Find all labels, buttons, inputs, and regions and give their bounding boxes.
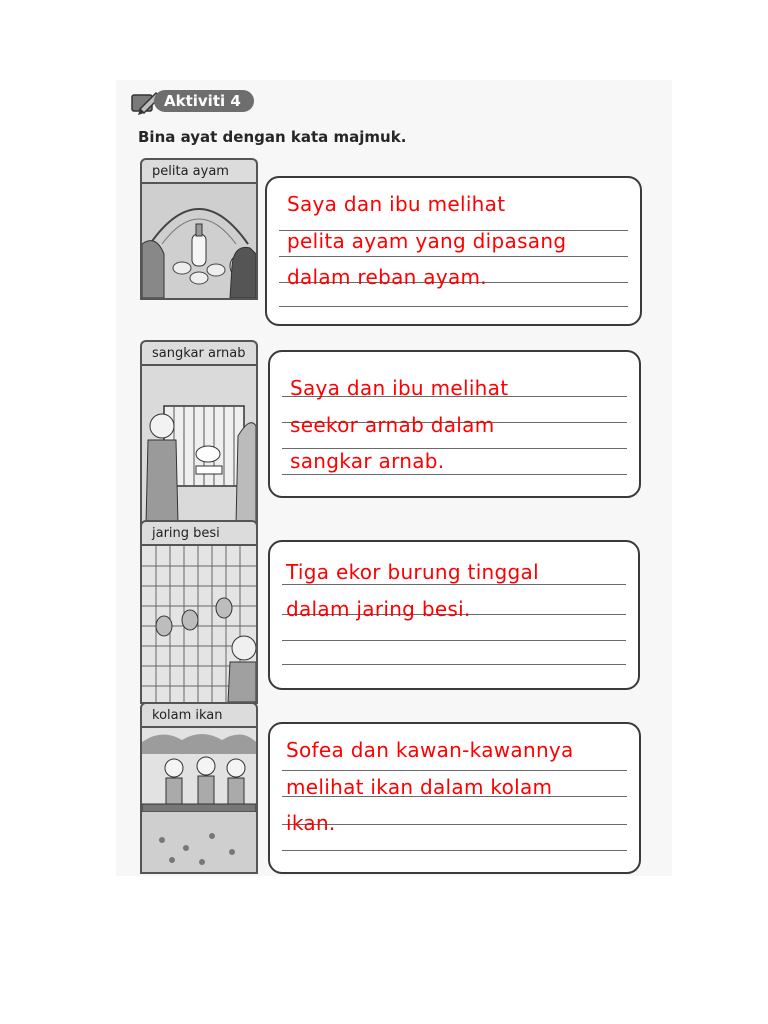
rabbit-cage-illustration <box>140 364 258 526</box>
writing-line <box>282 640 626 641</box>
keyword-tag: jaring besi <box>140 520 258 546</box>
chicken-coop-lamp-illustration <box>140 182 258 300</box>
answer-line: Saya dan ibu melihat <box>290 376 509 400</box>
fish-pond-illustration <box>140 726 258 874</box>
keyword-tag: kolam ikan <box>140 702 258 728</box>
answer-text-1 <box>287 186 566 296</box>
writing-line <box>282 664 626 665</box>
activity-badge <box>128 88 254 114</box>
answer-text-4 <box>286 732 574 842</box>
answer-line: melihat ikan dalam kolam <box>286 774 553 799</box>
answer-text-3 <box>286 554 539 627</box>
writing-line <box>279 306 628 307</box>
answer-line: Sofea dan kawan-kawannya <box>286 738 574 762</box>
keyword-tag: pelita ayam <box>140 158 258 184</box>
answer-line: ikan. <box>286 811 336 835</box>
answer-line: Tiga ekor burung tinggal <box>286 560 539 584</box>
keyword-tag: sangkar arnab <box>140 340 258 366</box>
activity-label: Aktiviti 4 <box>154 90 254 112</box>
instruction-text: Bina ayat dengan kata majmuk. <box>138 128 407 146</box>
answer-line: Saya dan ibu melihat <box>287 192 506 216</box>
answer-line: dalam jaring besi. <box>286 596 471 621</box>
bird-wire-mesh-illustration <box>140 544 258 704</box>
answer-line: dalam reban ayam. <box>287 265 487 289</box>
answer-text-2 <box>290 370 508 480</box>
answer-line: pelita ayam yang dipasang <box>287 228 567 253</box>
answer-line: seekor arnab dalam <box>290 412 495 437</box>
writing-line <box>282 850 627 851</box>
answer-line: sangkar arnab. <box>290 449 445 473</box>
